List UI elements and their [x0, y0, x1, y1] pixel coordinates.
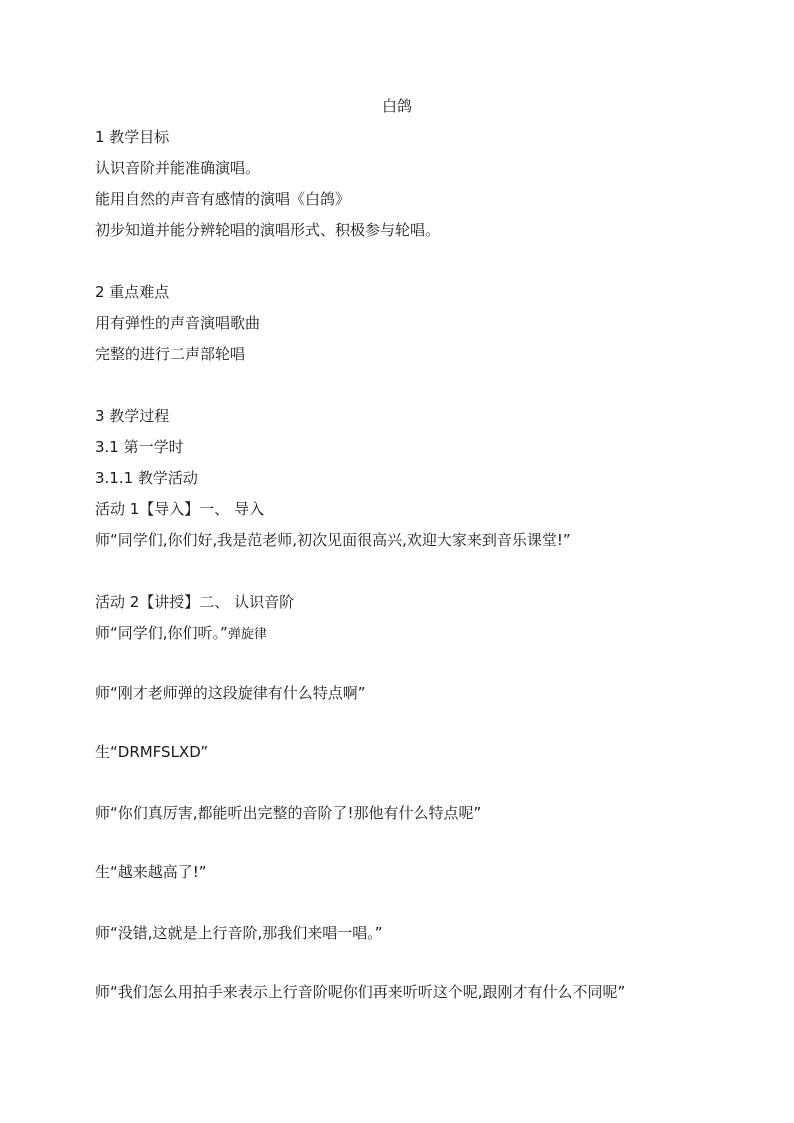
objective-item: 初步知道并能分辨轮唱的演唱形式、积极参与轮唱。 [95, 221, 441, 239]
section-heading-key-points: 2 重点难点 [95, 283, 170, 301]
stage-direction: 弹旋律 [227, 627, 267, 642]
key-point-item: 完整的进行二声部轮唱 [95, 345, 246, 363]
dialogue-line: 师“没错,这就是上行音阶,那我们来唱一唱。” [95, 924, 383, 942]
objective-item: 认识音阶并能准确演唱。 [95, 159, 261, 177]
dialogue-line: 师“同学们,你们好,我是范老师,初次见面很高兴,欢迎大家来到音乐课堂!” [95, 531, 571, 549]
dialogue-line: 师“我们怎么用拍手来表示上行音阶呢你们再来听听这个呢,跟刚才有什么不同呢” [95, 983, 626, 1001]
dialogue-line: 生“DRMFSLXD” [95, 743, 209, 761]
document-title: 白鸽 [381, 97, 412, 115]
key-point-item: 用有弹性的声音演唱歌曲 [95, 314, 261, 332]
activity-heading: 活动 2【讲授】二、 认识音阶 [95, 593, 295, 611]
dialogue-line: 生“越来越高了!” [95, 863, 207, 881]
activity-heading: 活动 1【导入】一、 导入 [95, 500, 265, 518]
dialogue-text: 师“同学们,你们听。” [95, 624, 228, 642]
dialogue-line: 师“你们真厉害,都能听出完整的音阶了!那他有什么特点呢” [95, 804, 482, 822]
section-heading-objectives: 1 教学目标 [95, 128, 170, 146]
objective-item: 能用自然的声音有感情的演唱《白鸽》 [95, 190, 351, 208]
dialogue-line [95, 622, 267, 646]
section-heading-process: 3 教学过程 [95, 407, 170, 425]
subsection-heading: 3.1.1 教学活动 [95, 469, 198, 487]
dialogue-line: 师“刚才老师弹的这段旋律有什么特点啊” [95, 684, 366, 702]
subsection-heading: 3.1 第一学时 [95, 438, 184, 456]
